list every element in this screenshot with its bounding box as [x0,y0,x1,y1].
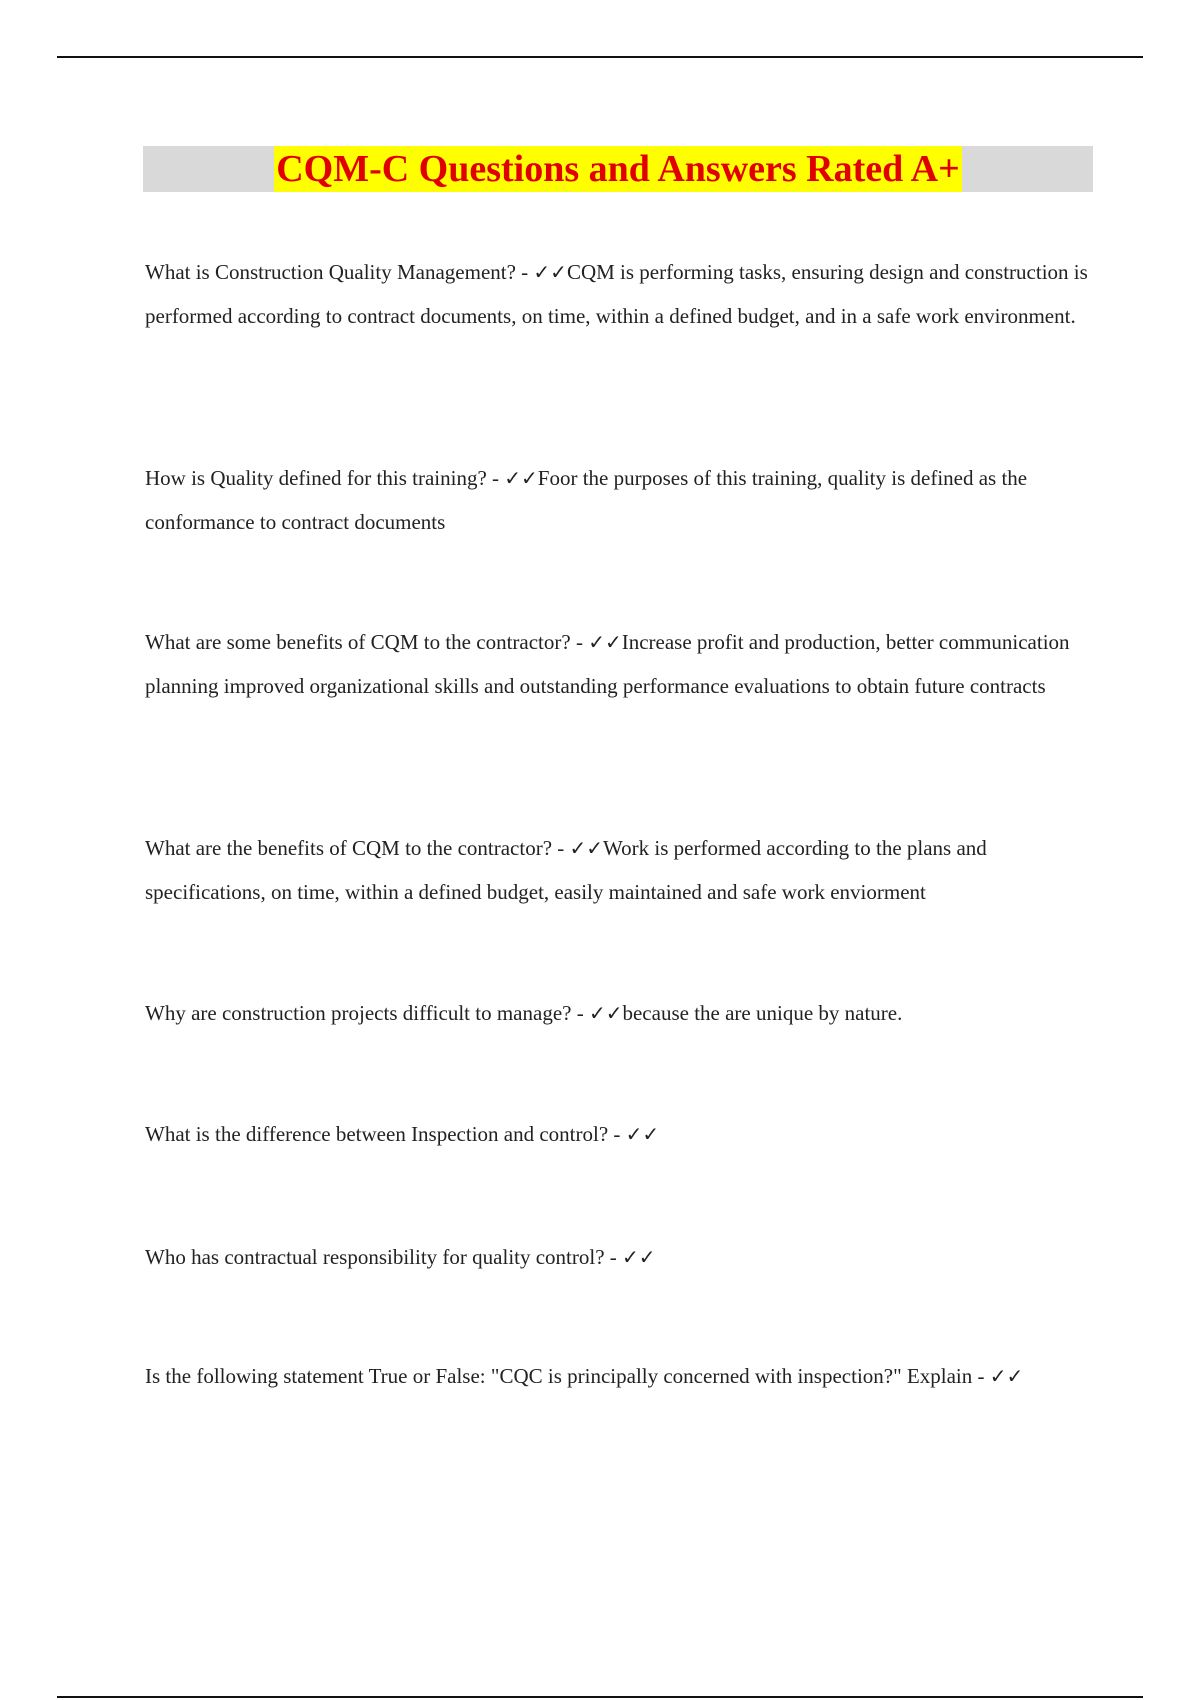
separator: - [608,1122,626,1146]
title-banner [143,146,1093,192]
answer-text: CQM is performing tasks, ensuring design and construction is performed according to contract documents, on time, within a defined budget, and in a safe work environment. [145,260,1088,328]
separator: - [604,1245,623,1269]
question-text: Why are construction projects difficult to manage? [145,1001,572,1025]
qa-item-5 [145,991,1095,1035]
question-text: What is Construction Quality Management? [145,260,516,284]
question-text: How is Quality defined for this training? [145,466,487,490]
check-marks-icon: ✓✓ [625,1122,660,1146]
question-text: Is the following statement True or False: "CQC is principally concerned with inspection?" Explain [145,1364,973,1388]
check-marks-icon: ✓✓ [588,1001,623,1025]
answer-text: Increase profit and production, better communication planning improved organizational skills and outstanding performance evaluations to obtain future contracts [145,630,1070,698]
qa-item-4 [145,826,1095,914]
question-text: What are the benefits of CQM to the contractor? [145,836,553,860]
qa-item-2 [145,456,1095,544]
separator: - [515,260,534,284]
answer-text: Foor the purposes of this training, quality is defined as the conformance to contract documents [145,466,1028,534]
qa-item-1 [145,250,1095,338]
qa-item-8 [145,1354,1095,1398]
check-marks-icon: ✓✓ [533,260,567,284]
question-text: What is the difference between Inspection and control? [145,1122,609,1146]
document-title: CQM-C Questions and Answers Rated A+ [276,148,960,190]
question-text: Who has contractual responsibility for quality control? [145,1245,605,1269]
question-text: What are some benefits of CQM to the contractor? [145,630,571,654]
check-marks-icon: ✓✓ [622,1245,656,1269]
separator: - [972,1364,990,1388]
top-rule [57,56,1143,58]
answer-text: because the are unique by nature. [622,1001,903,1025]
qa-item-7 [145,1235,1095,1279]
qa-item-3 [145,620,1095,708]
separator: - [486,466,505,490]
check-marks-icon: ✓✓ [504,466,538,490]
qa-item-6 [145,1112,1095,1156]
separator: - [552,836,570,860]
check-marks-icon: ✓✓ [588,630,622,654]
answer-text: Work is performed according to the plans and specifications, on time, within a defined budget, easily maintained and safe work enviorment [145,836,987,904]
separator: - [570,630,589,654]
check-marks-icon: ✓✓ [569,836,604,860]
check-marks-icon: ✓✓ [989,1364,1024,1388]
bottom-rule [57,1696,1143,1698]
separator: - [571,1001,589,1025]
